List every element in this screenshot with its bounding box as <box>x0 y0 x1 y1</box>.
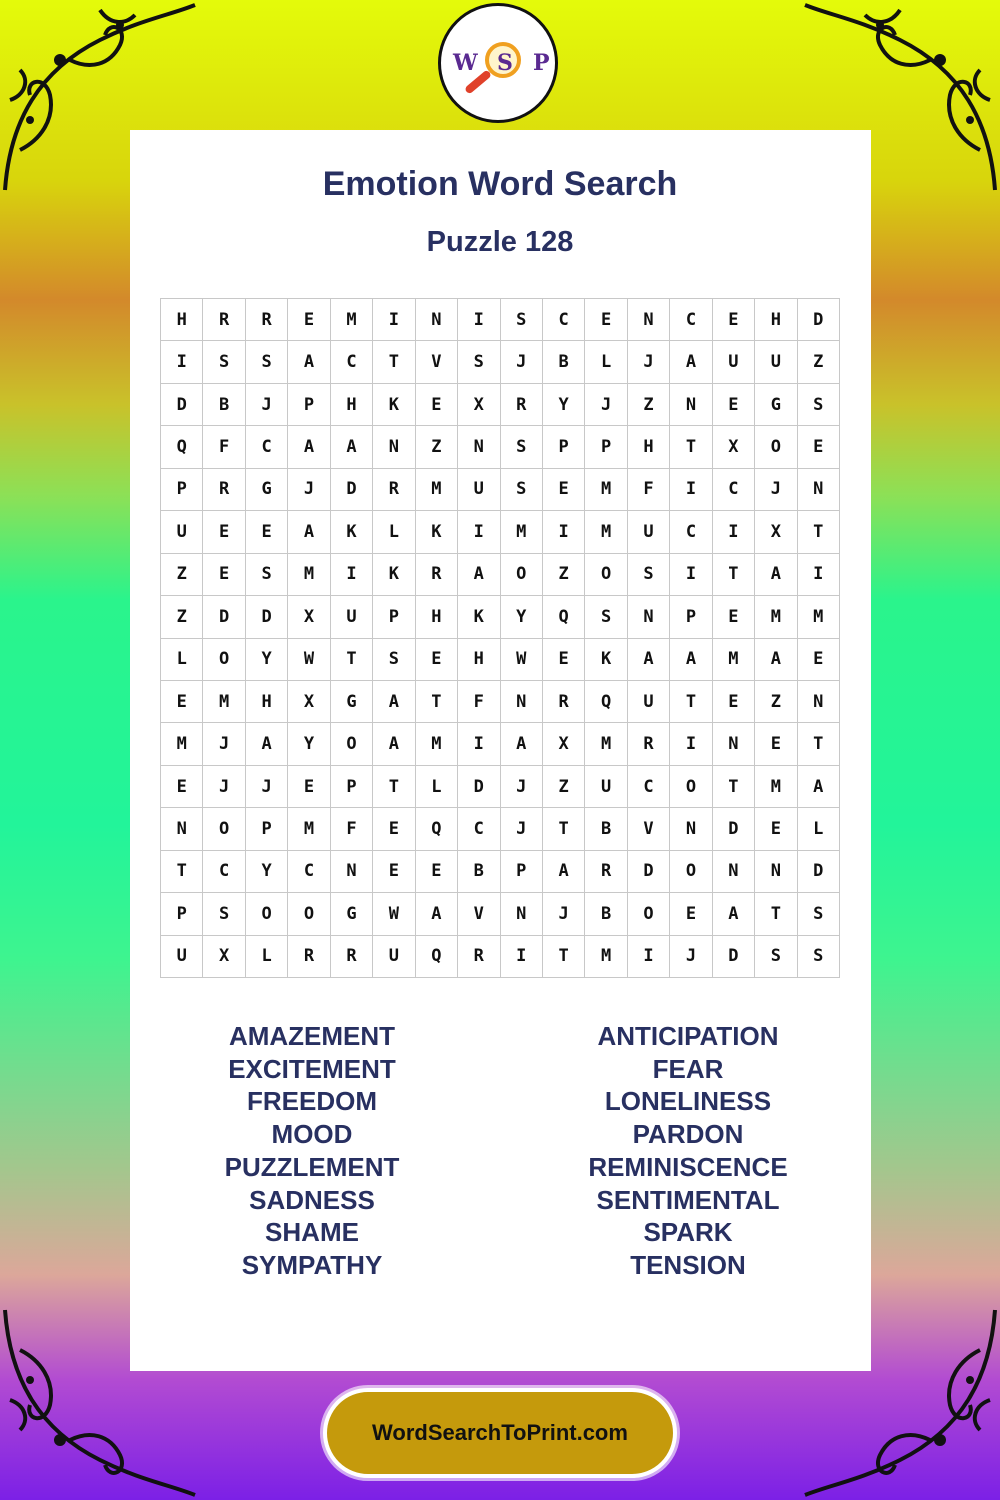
grid-cell[interactable]: R <box>627 723 669 765</box>
word-item: PUZZLEMENT <box>224 1151 400 1182</box>
grid-cell[interactable]: I <box>712 511 754 553</box>
grid-cell[interactable]: M <box>585 468 627 510</box>
grid-cell[interactable]: E <box>542 638 584 680</box>
grid-cell[interactable]: X <box>288 596 330 638</box>
grid-cell[interactable]: M <box>500 511 542 553</box>
grid-cell[interactable]: E <box>755 808 797 850</box>
grid-cell[interactable]: K <box>373 383 415 425</box>
grid-cell[interactable]: C <box>542 299 584 341</box>
grid-cell[interactable]: I <box>458 299 500 341</box>
grid-cell[interactable]: I <box>500 935 542 977</box>
grid-cell[interactable]: S <box>373 638 415 680</box>
grid-cell[interactable]: R <box>542 680 584 722</box>
grid-cell[interactable]: L <box>161 638 203 680</box>
grid-row <box>161 680 840 722</box>
grid-cell[interactable]: S <box>458 341 500 383</box>
grid-cell[interactable]: A <box>458 553 500 595</box>
grid-cell[interactable]: U <box>755 341 797 383</box>
grid-cell[interactable]: O <box>670 850 712 892</box>
grid-cell[interactable]: X <box>288 680 330 722</box>
grid-cell[interactable]: P <box>585 426 627 468</box>
grid-cell[interactable]: M <box>755 596 797 638</box>
letter-grid <box>160 298 840 978</box>
grid-cell[interactable]: V <box>415 341 457 383</box>
grid-cell[interactable]: S <box>585 596 627 638</box>
grid-cell[interactable]: E <box>670 893 712 935</box>
word-item: FREEDOM <box>247 1086 377 1117</box>
grid-cell[interactable]: M <box>585 723 627 765</box>
grid-cell[interactable]: A <box>330 426 372 468</box>
grid-cell[interactable]: N <box>797 680 839 722</box>
grid-cell[interactable]: X <box>203 935 245 977</box>
grid-cell[interactable]: C <box>288 850 330 892</box>
grid-cell[interactable]: W <box>373 893 415 935</box>
word-item: PARDON <box>632 1119 744 1150</box>
grid-cell[interactable]: E <box>712 596 754 638</box>
grid-cell[interactable]: F <box>458 680 500 722</box>
logo-letter-w: W <box>453 50 478 76</box>
grid-cell[interactable]: R <box>203 299 245 341</box>
grid-cell[interactable]: P <box>542 426 584 468</box>
grid-cell[interactable]: N <box>797 468 839 510</box>
grid-cell[interactable]: Z <box>627 383 669 425</box>
grid-cell[interactable]: O <box>288 893 330 935</box>
grid-cell[interactable]: O <box>203 808 245 850</box>
grid-cell[interactable]: E <box>585 299 627 341</box>
grid-cell[interactable]: J <box>627 341 669 383</box>
grid-row <box>161 553 840 595</box>
grid-cell[interactable]: I <box>627 935 669 977</box>
grid-cell[interactable]: O <box>245 893 287 935</box>
grid-cell[interactable]: A <box>373 723 415 765</box>
word-item: SENTIMENTAL <box>596 1184 780 1215</box>
puzzle-number: Puzzle 128 <box>426 226 574 258</box>
grid-cell[interactable]: P <box>161 468 203 510</box>
grid-cell[interactable]: L <box>585 341 627 383</box>
grid-cell[interactable]: E <box>415 850 457 892</box>
grid-cell[interactable]: T <box>373 341 415 383</box>
grid-cell[interactable]: X <box>458 383 500 425</box>
grid-cell[interactable]: Z <box>542 553 584 595</box>
grid-cell[interactable]: O <box>585 553 627 595</box>
grid-cell[interactable]: T <box>797 511 839 553</box>
grid-cell[interactable]: A <box>288 511 330 553</box>
grid-cell[interactable]: C <box>458 808 500 850</box>
grid-cell[interactable]: J <box>755 468 797 510</box>
grid-cell[interactable]: E <box>373 850 415 892</box>
grid-cell[interactable]: N <box>670 383 712 425</box>
grid-cell[interactable]: M <box>415 723 457 765</box>
grid-cell[interactable]: N <box>500 893 542 935</box>
grid-cell[interactable]: H <box>755 299 797 341</box>
grid-row <box>161 383 840 425</box>
grid-cell[interactable]: Q <box>415 808 457 850</box>
grid-cell[interactable]: N <box>373 426 415 468</box>
grid-cell[interactable]: Q <box>542 596 584 638</box>
grid-cell[interactable]: A <box>288 426 330 468</box>
grid-cell[interactable]: M <box>585 935 627 977</box>
grid-cell[interactable]: I <box>670 468 712 510</box>
grid-cell[interactable]: S <box>203 341 245 383</box>
grid-cell[interactable]: M <box>288 808 330 850</box>
grid-cell[interactable]: A <box>415 893 457 935</box>
grid-cell[interactable]: A <box>500 723 542 765</box>
grid-cell[interactable]: E <box>542 468 584 510</box>
puzzle-title: Emotion Word Search <box>322 165 678 203</box>
grid-cell[interactable]: L <box>797 808 839 850</box>
grid-cell[interactable]: A <box>627 638 669 680</box>
grid-row <box>161 638 840 680</box>
grid-cell[interactable]: A <box>670 341 712 383</box>
grid-cell[interactable]: X <box>712 426 754 468</box>
grid-cell[interactable]: Y <box>288 723 330 765</box>
grid-cell[interactable]: U <box>627 680 669 722</box>
grid-cell[interactable]: R <box>203 468 245 510</box>
grid-cell[interactable]: J <box>245 383 287 425</box>
grid-cell[interactable]: T <box>330 638 372 680</box>
grid-cell[interactable]: E <box>797 638 839 680</box>
grid-cell[interactable]: I <box>670 553 712 595</box>
grid-cell[interactable]: N <box>500 680 542 722</box>
grid-cell[interactable]: D <box>712 935 754 977</box>
grid-cell[interactable]: P <box>288 383 330 425</box>
grid-cell[interactable]: B <box>542 341 584 383</box>
grid-cell[interactable]: R <box>288 935 330 977</box>
grid-cell[interactable]: Y <box>245 638 287 680</box>
grid-cell[interactable]: Z <box>797 341 839 383</box>
grid-cell[interactable]: M <box>755 765 797 807</box>
grid-cell[interactable]: D <box>203 596 245 638</box>
grid-cell[interactable]: N <box>458 426 500 468</box>
grid-cell[interactable]: A <box>373 680 415 722</box>
grid-cell[interactable]: M <box>797 596 839 638</box>
grid-cell[interactable]: O <box>330 723 372 765</box>
grid-cell[interactable]: C <box>330 341 372 383</box>
grid-row <box>161 511 840 553</box>
grid-cell[interactable]: Z <box>415 426 457 468</box>
grid-cell[interactable]: O <box>203 638 245 680</box>
grid-row <box>161 596 840 638</box>
grid-cell[interactable]: N <box>330 850 372 892</box>
grid-cell[interactable]: S <box>755 935 797 977</box>
grid-cell[interactable]: N <box>712 723 754 765</box>
grid-cell[interactable]: C <box>670 299 712 341</box>
grid-cell[interactable]: P <box>670 596 712 638</box>
grid-cell[interactable]: P <box>373 596 415 638</box>
grid-cell[interactable]: E <box>373 808 415 850</box>
grid-row <box>161 808 840 850</box>
grid-cell[interactable]: J <box>585 383 627 425</box>
grid-cell[interactable]: H <box>627 426 669 468</box>
grid-cell[interactable]: R <box>585 850 627 892</box>
word-item: FEAR <box>652 1053 724 1084</box>
grid-cell[interactable]: Y <box>245 850 287 892</box>
grid-cell[interactable]: D <box>797 299 839 341</box>
grid-cell[interactable]: D <box>161 383 203 425</box>
grid-cell[interactable]: O <box>500 553 542 595</box>
grid-cell[interactable]: T <box>712 765 754 807</box>
grid-cell[interactable]: H <box>245 680 287 722</box>
grid-cell[interactable]: W <box>500 638 542 680</box>
word-item: AMAZEMENT <box>228 1021 396 1051</box>
grid-cell[interactable]: C <box>203 850 245 892</box>
grid-row <box>161 765 840 807</box>
grid-cell[interactable]: S <box>797 935 839 977</box>
grid-cell[interactable]: G <box>245 468 287 510</box>
logo-letter-p: P <box>533 50 550 76</box>
grid-cell[interactable]: M <box>585 511 627 553</box>
grid-cell[interactable]: R <box>458 935 500 977</box>
grid-row <box>161 341 840 383</box>
grid-cell[interactable]: O <box>670 765 712 807</box>
grid-cell[interactable]: M <box>415 468 457 510</box>
grid-cell[interactable]: U <box>458 468 500 510</box>
grid-cell[interactable]: E <box>415 383 457 425</box>
grid-cell[interactable]: B <box>585 808 627 850</box>
grid-row <box>161 935 840 977</box>
grid-cell[interactable]: D <box>797 850 839 892</box>
grid-cell[interactable]: Z <box>542 765 584 807</box>
grid-cell[interactable]: S <box>500 426 542 468</box>
grid-cell[interactable]: F <box>627 468 669 510</box>
grid-cell[interactable]: K <box>415 511 457 553</box>
logo-letter-s: S <box>497 50 513 76</box>
grid-cell[interactable]: A <box>797 765 839 807</box>
grid-cell[interactable]: I <box>542 511 584 553</box>
grid-cell[interactable]: V <box>458 893 500 935</box>
grid-cell[interactable]: E <box>288 299 330 341</box>
grid-cell[interactable]: E <box>415 638 457 680</box>
grid-row <box>161 468 840 510</box>
grid-cell[interactable]: S <box>203 893 245 935</box>
word-item: SHAME <box>265 1217 359 1248</box>
word-item: SYMPATHY <box>241 1249 383 1280</box>
grid-cell[interactable]: K <box>330 511 372 553</box>
grid-cell[interactable]: T <box>373 765 415 807</box>
word-item: ANTICIPATION <box>597 1021 779 1051</box>
grid-cell[interactable]: P <box>161 893 203 935</box>
grid-row <box>161 299 840 341</box>
grid-cell[interactable]: M <box>161 723 203 765</box>
grid-cell[interactable]: M <box>712 638 754 680</box>
grid-cell[interactable]: E <box>245 511 287 553</box>
grid-cell[interactable]: N <box>161 808 203 850</box>
grid-cell[interactable]: C <box>670 511 712 553</box>
grid-cell[interactable]: X <box>755 511 797 553</box>
grid-cell[interactable]: B <box>585 893 627 935</box>
grid-cell[interactable]: C <box>712 468 754 510</box>
grid-cell[interactable]: T <box>797 723 839 765</box>
grid-cell[interactable]: E <box>203 553 245 595</box>
word-list-right <box>498 1020 878 1282</box>
grid-cell[interactable]: P <box>500 850 542 892</box>
grid-cell[interactable]: H <box>458 638 500 680</box>
word-item: LONELINESS <box>604 1086 772 1117</box>
grid-cell[interactable]: X <box>542 723 584 765</box>
grid-cell[interactable]: E <box>288 765 330 807</box>
grid-cell[interactable]: S <box>245 553 287 595</box>
grid-row <box>161 893 840 935</box>
grid-cell[interactable]: N <box>627 299 669 341</box>
grid-cell[interactable]: G <box>330 680 372 722</box>
grid-cell[interactable]: S <box>797 383 839 425</box>
grid-cell[interactable]: T <box>542 935 584 977</box>
grid-cell[interactable]: E <box>712 299 754 341</box>
grid-cell[interactable]: I <box>670 723 712 765</box>
grid-cell[interactable]: U <box>330 596 372 638</box>
grid-cell[interactable]: E <box>755 723 797 765</box>
grid-cell[interactable]: D <box>330 468 372 510</box>
grid-cell[interactable]: B <box>458 850 500 892</box>
grid-cell[interactable]: E <box>797 426 839 468</box>
grid-cell[interactable]: V <box>627 808 669 850</box>
grid-cell[interactable]: A <box>755 638 797 680</box>
grid-cell[interactable]: O <box>755 426 797 468</box>
grid-cell[interactable]: L <box>373 511 415 553</box>
grid-cell[interactable]: R <box>330 935 372 977</box>
grid-cell[interactable]: I <box>373 299 415 341</box>
grid-cell[interactable]: Z <box>755 680 797 722</box>
word-item: EXCITEMENT <box>228 1053 396 1084</box>
grid-cell[interactable]: U <box>585 765 627 807</box>
grid-cell[interactable]: U <box>161 935 203 977</box>
word-list-left <box>122 1020 502 1282</box>
grid-cell[interactable]: U <box>712 341 754 383</box>
grid-cell[interactable]: J <box>245 765 287 807</box>
grid-cell[interactable]: Z <box>161 553 203 595</box>
grid-cell[interactable]: B <box>203 383 245 425</box>
grid-cell[interactable]: D <box>458 765 500 807</box>
word-item: REMINISCENCE <box>588 1151 788 1182</box>
grid-cell[interactable]: R <box>415 553 457 595</box>
grid-cell[interactable]: U <box>373 935 415 977</box>
grid-cell[interactable]: J <box>542 893 584 935</box>
grid-cell[interactable]: E <box>161 765 203 807</box>
grid-cell[interactable]: T <box>670 680 712 722</box>
grid-cell[interactable]: M <box>330 299 372 341</box>
grid-cell[interactable]: Y <box>500 596 542 638</box>
grid-cell[interactable]: E <box>712 680 754 722</box>
grid-cell[interactable]: I <box>161 341 203 383</box>
grid-cell[interactable]: I <box>458 511 500 553</box>
grid-cell[interactable]: N <box>415 299 457 341</box>
grid-cell[interactable]: G <box>330 893 372 935</box>
grid-cell[interactable]: T <box>415 680 457 722</box>
grid-cell[interactable]: E <box>203 511 245 553</box>
grid-cell[interactable]: A <box>542 850 584 892</box>
word-item: TENSION <box>630 1249 746 1280</box>
grid-cell[interactable]: K <box>585 638 627 680</box>
grid-cell[interactable]: A <box>712 893 754 935</box>
grid-cell[interactable]: H <box>415 596 457 638</box>
grid-cell[interactable]: L <box>245 935 287 977</box>
grid-cell[interactable]: M <box>203 680 245 722</box>
grid-cell[interactable]: A <box>245 723 287 765</box>
grid-cell[interactable]: K <box>373 553 415 595</box>
grid-cell[interactable]: F <box>203 426 245 468</box>
grid-cell[interactable]: Z <box>161 596 203 638</box>
grid-cell[interactable]: J <box>203 765 245 807</box>
grid-cell[interactable]: R <box>373 468 415 510</box>
grid-cell[interactable]: I <box>797 553 839 595</box>
grid-cell[interactable]: R <box>500 383 542 425</box>
grid-row <box>161 426 840 468</box>
grid-cell[interactable]: D <box>627 850 669 892</box>
grid-cell[interactable]: T <box>755 893 797 935</box>
grid-cell[interactable]: J <box>500 808 542 850</box>
grid-cell[interactable]: S <box>500 299 542 341</box>
grid-cell[interactable]: R <box>245 299 287 341</box>
grid-cell[interactable]: C <box>245 426 287 468</box>
grid-cell[interactable]: J <box>670 935 712 977</box>
grid-cell[interactable]: S <box>245 341 287 383</box>
grid-cell[interactable]: K <box>458 596 500 638</box>
grid-cell[interactable]: J <box>500 341 542 383</box>
grid-cell[interactable]: M <box>288 553 330 595</box>
grid-cell[interactable]: T <box>542 808 584 850</box>
grid-cell[interactable]: H <box>161 299 203 341</box>
grid-cell[interactable]: T <box>712 553 754 595</box>
grid-cell[interactable]: U <box>161 511 203 553</box>
grid-cell[interactable]: N <box>712 850 754 892</box>
grid-cell[interactable]: U <box>627 511 669 553</box>
grid-cell[interactable]: A <box>288 341 330 383</box>
grid-cell[interactable]: O <box>627 893 669 935</box>
grid-row <box>161 850 840 892</box>
grid-cell[interactable]: H <box>330 383 372 425</box>
grid-cell[interactable]: J <box>203 723 245 765</box>
grid-cell[interactable]: T <box>161 850 203 892</box>
grid-cell[interactable]: Y <box>542 383 584 425</box>
grid-cell[interactable]: P <box>330 765 372 807</box>
grid-cell[interactable]: D <box>245 596 287 638</box>
grid-cell[interactable]: G <box>755 383 797 425</box>
site-link-button[interactable] <box>323 1388 677 1478</box>
grid-cell[interactable]: J <box>500 765 542 807</box>
grid-cell[interactable]: F <box>330 808 372 850</box>
grid-cell[interactable]: T <box>670 426 712 468</box>
grid-cell[interactable]: W <box>288 638 330 680</box>
grid-cell[interactable]: I <box>330 553 372 595</box>
grid-cell[interactable]: N <box>755 850 797 892</box>
grid-cell[interactable]: L <box>415 765 457 807</box>
grid-cell[interactable]: S <box>500 468 542 510</box>
grid-cell[interactable]: D <box>712 808 754 850</box>
grid-cell[interactable]: Q <box>161 426 203 468</box>
grid-cell[interactable]: P <box>245 808 287 850</box>
grid-cell[interactable]: Q <box>415 935 457 977</box>
grid-row <box>161 723 840 765</box>
word-item: SADNESS <box>249 1184 375 1215</box>
grid-cell[interactable]: N <box>670 808 712 850</box>
grid-cell[interactable]: C <box>627 765 669 807</box>
grid-cell[interactable]: A <box>670 638 712 680</box>
grid-cell[interactable]: E <box>712 383 754 425</box>
word-item: MOOD <box>271 1119 353 1150</box>
grid-cell[interactable]: N <box>627 596 669 638</box>
grid-cell[interactable]: Q <box>585 680 627 722</box>
site-logo[interactable] <box>438 3 558 123</box>
grid-cell[interactable]: S <box>797 893 839 935</box>
grid-cell[interactable]: A <box>755 553 797 595</box>
grid-cell[interactable]: E <box>161 680 203 722</box>
word-item: SPARK <box>643 1217 733 1248</box>
grid-cell[interactable]: I <box>458 723 500 765</box>
grid-cell[interactable]: S <box>627 553 669 595</box>
site-link-label: WordSearchToPrint.com <box>372 1420 628 1445</box>
grid-cell[interactable]: J <box>288 468 330 510</box>
